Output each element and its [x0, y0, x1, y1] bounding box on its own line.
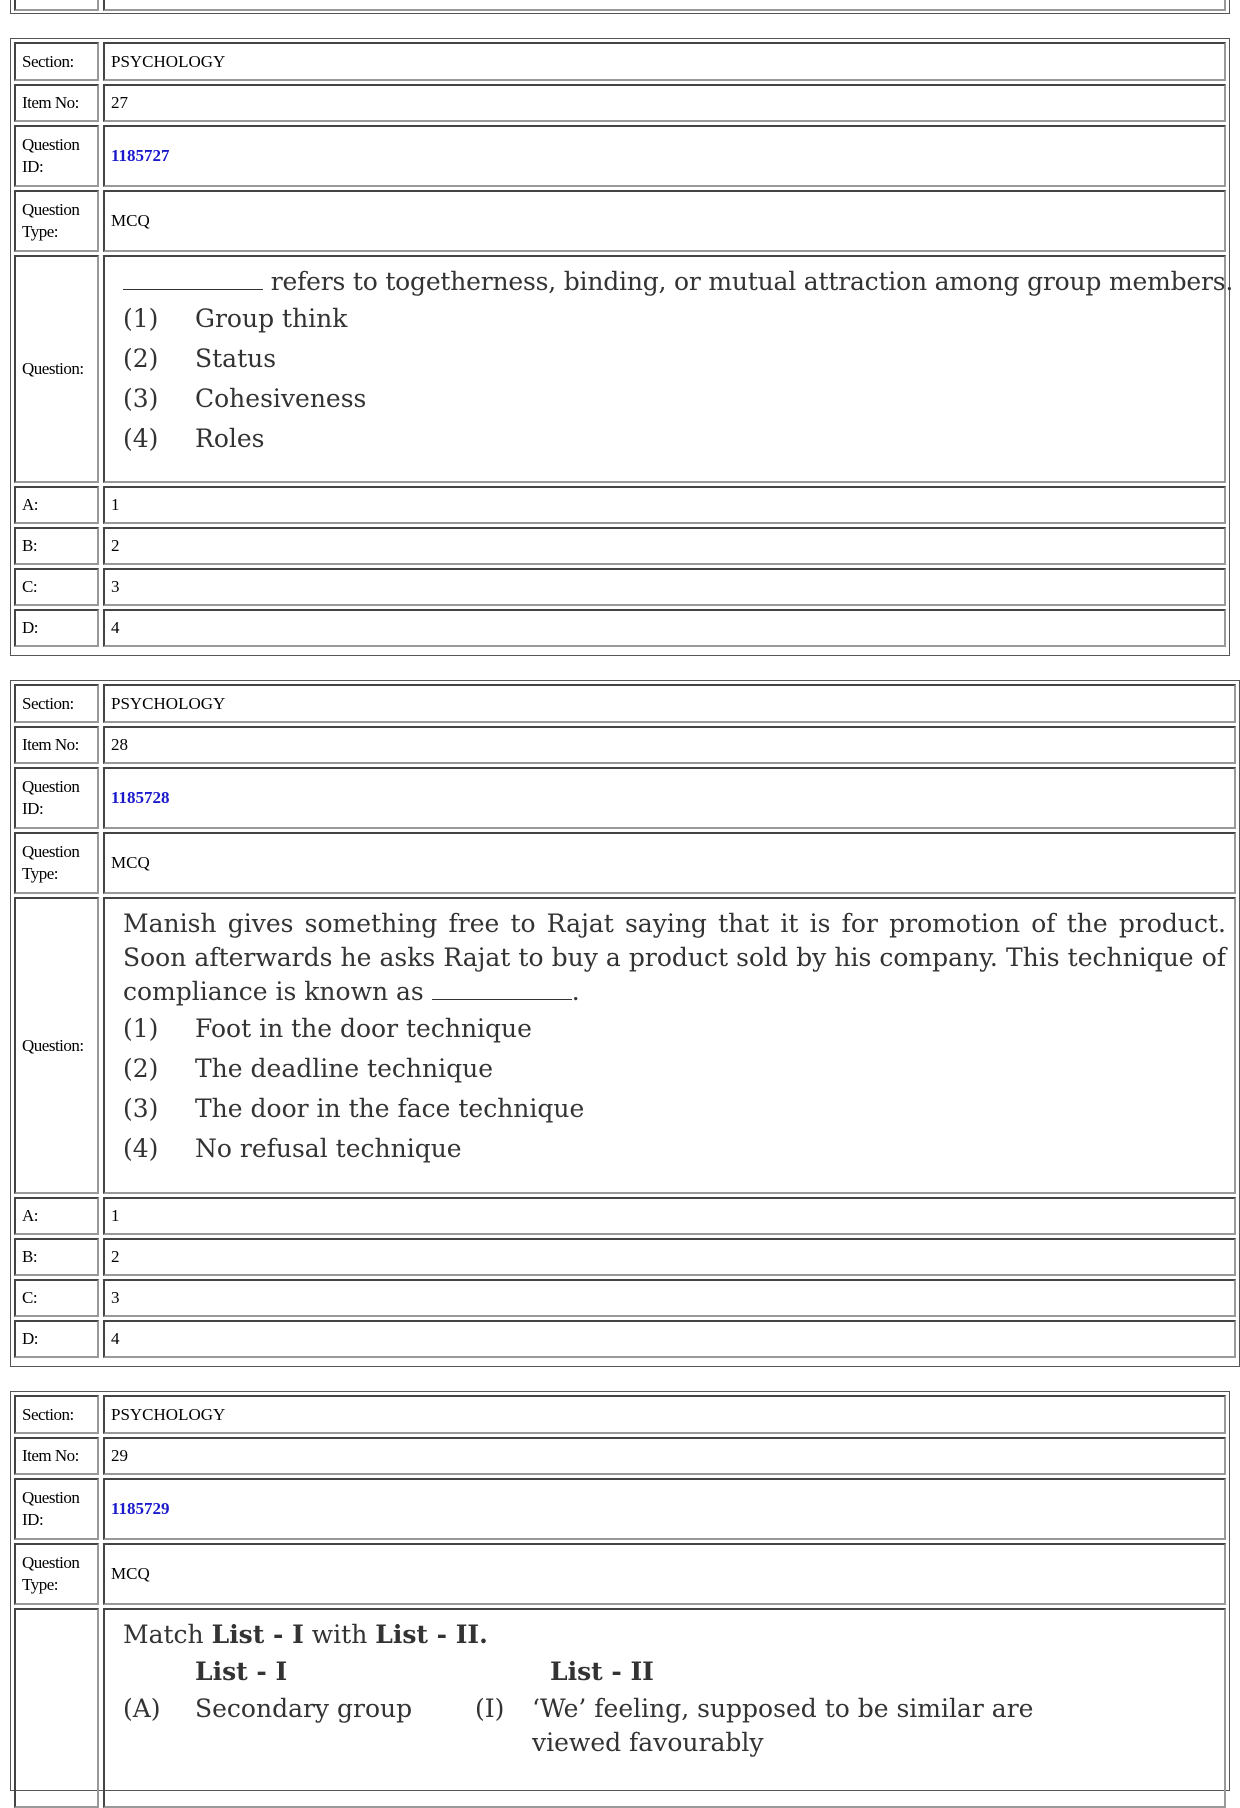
answer-b-label: B:	[14, 1238, 99, 1276]
item-no-label: Item No:	[14, 1437, 99, 1475]
answer-a-value: 1	[103, 486, 1226, 524]
item-no-value: 28	[103, 726, 1236, 764]
question-body	[103, 1608, 1226, 1808]
question-id-label: Question ID:	[14, 1478, 99, 1540]
question-label: Question:	[14, 255, 99, 483]
question-id-value: 1185727	[103, 125, 1226, 187]
answer-b-value: 2	[103, 1238, 1236, 1276]
answer-d-value: 4	[103, 609, 1226, 647]
answer-a-value: 1	[103, 1197, 1236, 1235]
option-1: (1) Group think	[123, 304, 348, 333]
question-label	[14, 1608, 99, 1808]
option-2: (2) Status	[123, 344, 277, 373]
question-id-label: Question ID:	[14, 767, 99, 829]
answer-b-value: 2	[103, 527, 1226, 565]
answer-d-value: 4	[103, 1320, 1236, 1358]
list-2-header: List - II	[550, 1657, 654, 1686]
answer-blank	[123, 267, 263, 290]
question-label: Question:	[14, 897, 99, 1194]
answer-a-label: A:	[14, 486, 99, 524]
section-value: PSYCHOLOGY	[103, 1395, 1226, 1434]
question-id-label: Question ID:	[14, 125, 99, 187]
question-type-label: Question Type:	[14, 1543, 99, 1605]
previous-question-table-remnant	[10, 0, 1230, 14]
answer-b-label: B:	[14, 527, 99, 565]
question-id-value: 1185729	[103, 1478, 1226, 1540]
question-type-value: MCQ	[103, 190, 1226, 252]
list-headers	[123, 1652, 1224, 1692]
option-2: (2) The deadline technique	[123, 1054, 493, 1083]
question-type-value: MCQ	[103, 832, 1236, 894]
answer-c-value: 3	[103, 568, 1226, 606]
answer-c-value: 3	[103, 1279, 1236, 1317]
question-type-label: Question Type:	[14, 190, 99, 252]
question-id-value: 1185728	[103, 767, 1236, 829]
match-row-a: (A) Secondary group (I) ‘We’ feeling, supposed to be similar are viewed favourably	[123, 1694, 1034, 1757]
option-3: (3) The door in the face technique	[123, 1094, 585, 1123]
question-table-27	[10, 38, 1234, 656]
question-type-value: MCQ	[103, 1543, 1226, 1605]
list-1-header: List - I	[195, 1657, 288, 1686]
remnant-label-cell	[14, 0, 99, 11]
item-no-value: 29	[103, 1437, 1226, 1475]
item-no-label: Item No:	[14, 726, 99, 764]
answer-d-label: D:	[14, 609, 99, 647]
section-value: PSYCHOLOGY	[103, 684, 1236, 723]
question-stem: refers to togetherness, binding, or mutual attraction among group members.	[123, 265, 1224, 299]
option-4: (4) No refusal technique	[123, 1134, 462, 1163]
item-no-value: 27	[103, 84, 1226, 122]
question-stem: Manish gives something free to Rajat saying that it is for promotion of the product. Soon afterwards he asks Rajat to buy a product sold by his company. This technique of compliance is known as .	[123, 909, 1226, 1006]
remnant-value-cell	[103, 0, 1226, 11]
question-table-28	[10, 680, 1240, 1367]
option-4: (4) Roles	[123, 424, 265, 453]
question-body	[103, 255, 1234, 483]
question-table-29	[10, 1391, 1230, 1791]
section-value: PSYCHOLOGY	[103, 42, 1226, 81]
section-label: Section:	[14, 42, 99, 81]
answer-blank	[432, 977, 572, 1000]
question-body	[103, 897, 1236, 1194]
answer-d-label: D:	[14, 1320, 99, 1358]
answer-c-label: C:	[14, 1279, 99, 1317]
match-instruction: Match List - I with List - II.	[123, 1620, 488, 1649]
item-no-label: Item No:	[14, 84, 99, 122]
answer-a-label: A:	[14, 1197, 99, 1235]
question-type-label: Question Type:	[14, 832, 99, 894]
section-label: Section:	[14, 1395, 99, 1434]
option-3: (3) Cohesiveness	[123, 384, 367, 413]
answer-c-label: C:	[14, 568, 99, 606]
section-label: Section:	[14, 684, 99, 723]
option-1: (1) Foot in the door technique	[123, 1014, 532, 1043]
